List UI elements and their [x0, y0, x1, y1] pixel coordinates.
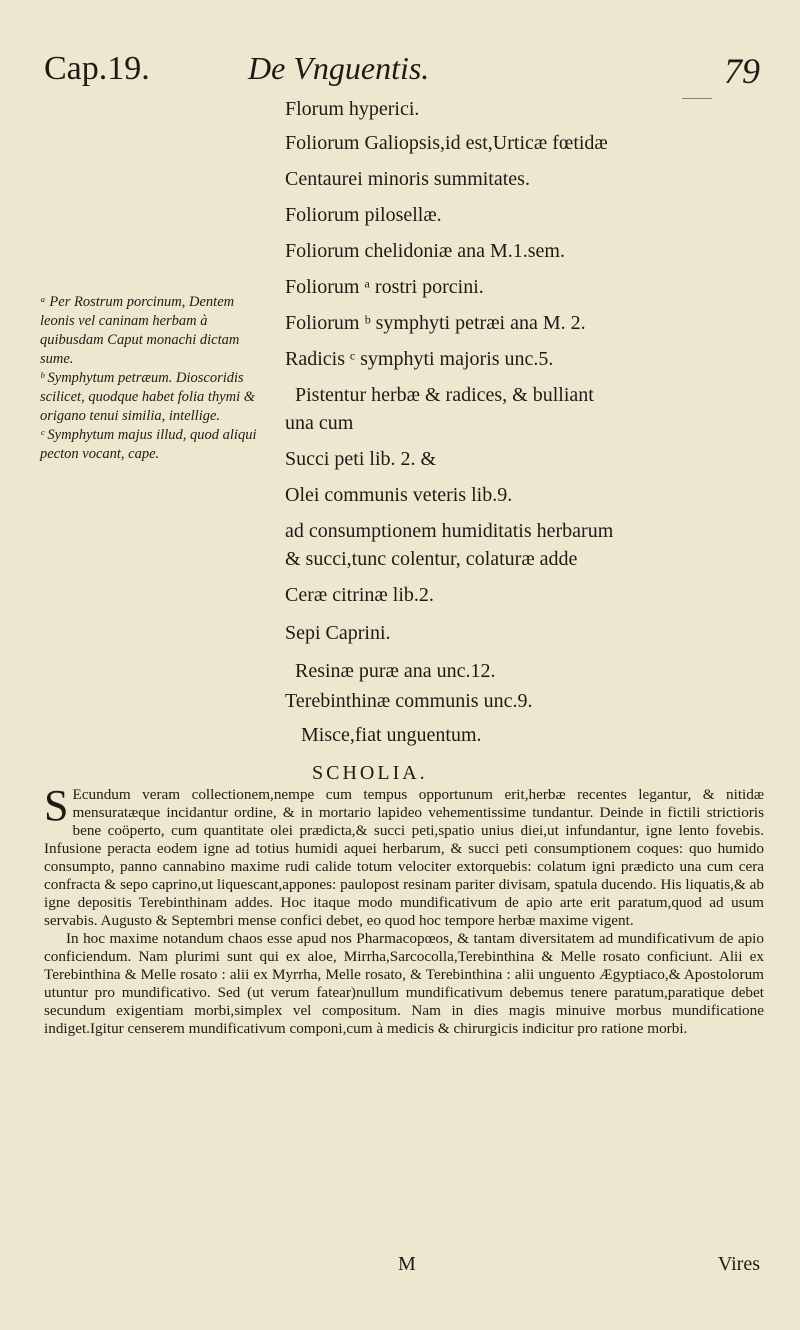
recipe-line: Foliorum Galiopsis,id est,Urticæ fœtidæ — [285, 132, 608, 154]
recipe-line: Radicis ᶜ symphyti majoris unc.5. — [285, 348, 554, 370]
recipe-line: Terebinthinæ communis unc.9. — [285, 690, 533, 712]
recipe-line: Misce,fiat unguentum. — [301, 724, 482, 746]
paragraph-text: Ecundum veram collectionem,nempe cum tempus opportunum erit,herbæ recentes legantur, & nitidæ mensuratæque incidantur ordine, & in mortario lapideo vehementissime tundantur. Deinde in fictili strictioris bene coöperto, cum quantitate olei prædicta,& succi peti,spatio unius diei,ut infundantur, igne lento fovebis. Infusione peracta eodem igne ad totius humidi aquei herbarum, & succi peti consumptionem coques: quo humido consumpto, panno cannabino maxime rudi calide totum velociter extorquebis: colatum igni prædicto una cum cera confracta & sepo caprino,ut liquescant,appones: paulopost resinam pariter divisam, spatula ducendo. His liquatis,& ab igne depositis Terebinthinam addes. Hoc itaque modo mundificativum de apio arte erit paratum,quod ad usum servabis. Augusto & Septembri mense confici debet, eo quod hoc tempore herbæ maxime vigent. — [44, 786, 764, 929]
margin-note: ᵇ Symphytum petræum. Dioscoridis scilicet, quodque habet folia thymi & origano tenui similia, intellige. — [40, 370, 256, 424]
margin-notes — [40, 293, 270, 464]
recipe-line: Resinæ puræ ana unc.12. — [295, 660, 496, 682]
recipe-line: Olei communis veteris lib.9. — [285, 484, 513, 506]
paragraph — [44, 781, 764, 930]
recipe-line: & succi,tunc colentur, colaturæ adde — [285, 548, 578, 570]
recipe-line: Pistentur herbæ & radices, & bulliant — [295, 384, 594, 406]
recipe-line: Ceræ citrinæ lib.2. — [285, 584, 434, 606]
catchword: Vires — [717, 1253, 760, 1275]
recipe-line: Succi peti lib. 2. & — [285, 448, 437, 470]
margin-note: ᵃ Per Rostrum porcinum, Dentem leonis vel caninam herbam à quibusdam Caput monachi dictam sume. — [40, 294, 240, 367]
recipe-line: una cum — [285, 412, 354, 434]
signature-mark: M — [398, 1253, 416, 1275]
recipe-line: Florum hyperici. — [285, 98, 420, 120]
recipe-list — [285, 95, 765, 749]
margin-note: ᶜ Symphytum majus illud, quod aliqui pecton vocant, cape. — [40, 427, 257, 462]
page-number: 79 — [724, 51, 760, 91]
recipe-line: Foliorum ᵇ symphyti petræi ana M. 2. — [285, 312, 586, 334]
recipe-line: Foliorum ᵃ rostri porcini. — [285, 276, 484, 298]
drop-cap: S — [44, 781, 69, 830]
recipe-line: Foliorum pilosellæ. — [285, 204, 442, 226]
body-text — [44, 781, 764, 1038]
recipe-line: Sepi Caprini. — [285, 622, 391, 644]
recipe-line: Foliorum chelidoniæ ana M.1.sem. — [285, 240, 565, 262]
section-heading: SCHOLIA. — [312, 762, 428, 784]
chapter-heading: Cap.19. — [44, 50, 150, 87]
running-title: De Vnguentis. — [248, 50, 430, 86]
paragraph: In hoc maxime notandum chaos esse apud nos Pharmacopœos, & tantam diversitatem ad mundificativum de apio conficiendum. Nam plurimi sunt qui ex aloe, Mirrha,Sarcocolla,Terebinthina & Melle rosato conficiunt. Alii ex Terebinthina & Melle rosato : alii ex Myrrha, Melle rosato, & Terebinthina : alii unguento Ægyptiaco,& Apostolorum utuntur pro mundificativo. Sed (ut verum fatear)nullum mundificativum debemus tenere paratum,paratique debet secundum exigentiam morbi,simplex vel compositum. Nam in dies magis minuive morbus mundificatione indiget.Igitur censerem mundificativum componi,cum à medicis & chirurgicis indicitur pro ratione morbi. — [44, 930, 764, 1037]
recipe-line: Centaurei minoris summitates. — [285, 168, 530, 190]
recipe-line: ad consumptionem humiditatis herbarum — [285, 520, 614, 542]
